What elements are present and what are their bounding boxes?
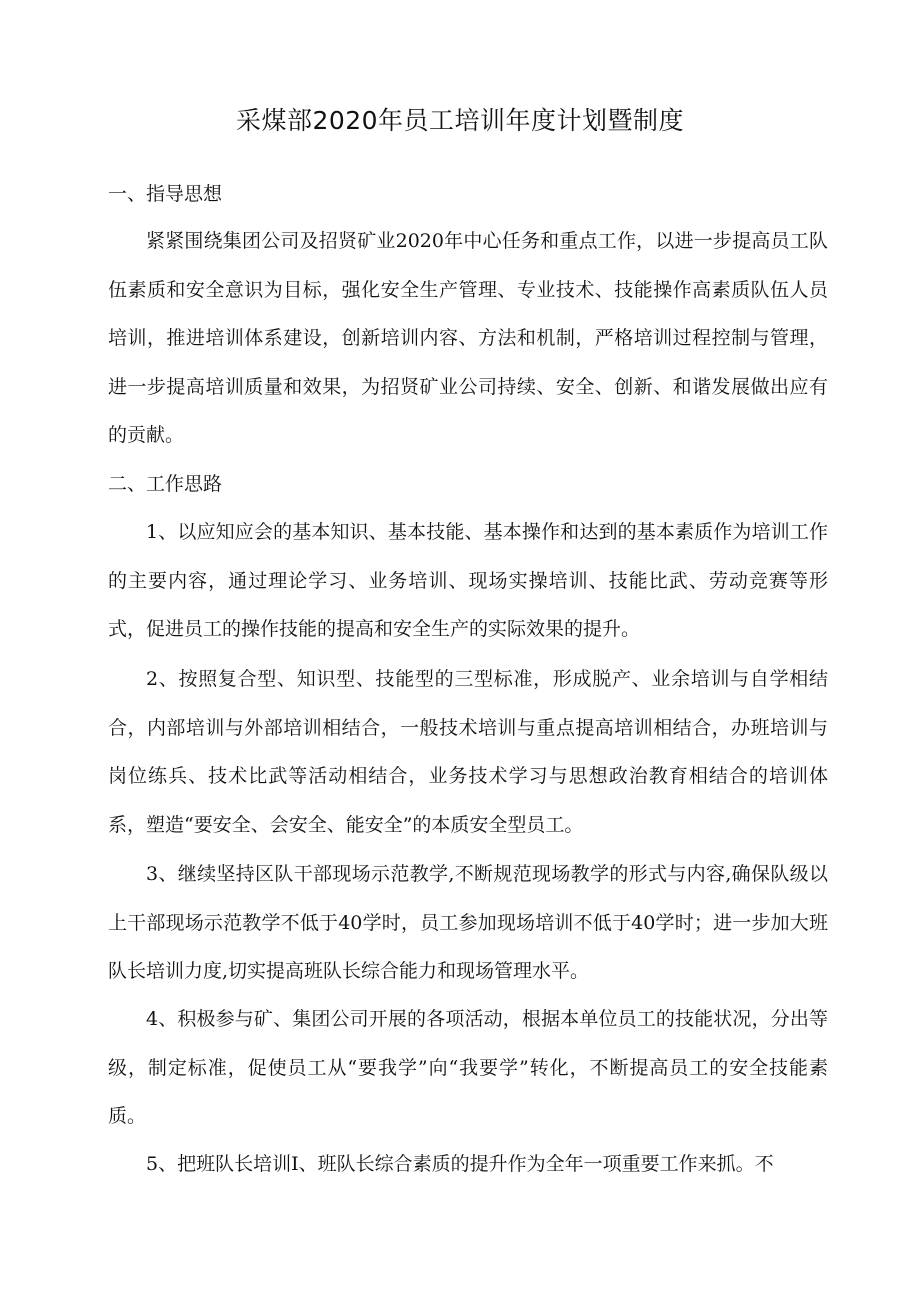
section-heading-work-approach: 二、工作思路 bbox=[108, 473, 223, 495]
paragraph-item-3: 3、继续坚持区队干部现场示范教学,不断规范现场教学的形式与内容,确保队级以上干部现场示范教学不低于40学时，员工参加现场培训不低于40学时；进一步加大班队长培训力度,切实提高班队长综合能力和现场管理水平。 bbox=[108, 863, 828, 982]
document-title: 采煤部2020年员工培训年度计划暨制度 bbox=[235, 106, 685, 135]
paragraph-item-1: 1、以应知应会的基本知识、基本技能、基本操作和达到的基本素质作为培训工作的主要内容，通过理论学习、业务培训、现场实操培训、技能比武、劳动竞赛等形式，促进员工的操作技能的提高和安全生产的实际效果的提升。 bbox=[108, 521, 828, 640]
paragraph-guiding-ideology: 紧紧围绕集团公司及招贤矿业2020年中心任务和重点工作，以进一步提高员工队伍素质和安全意识为目标，强化安全生产管理、专业技术、技能操作高素质队伍人员培训，推进培训体系建设，创新培训内容、方法和机制，严格培训过程控制与管理，进一步提高培训质量和效果，为招贤矿业公司持续、安全、创新、和谐发展做出应有的贡献。 bbox=[108, 230, 828, 446]
paragraph-item-5: 5、把班队长培训I、班队长综合素质的提升作为全年一项重要工作来抓。不 bbox=[146, 1153, 774, 1175]
section-heading-guiding-ideology: 一、指导思想 bbox=[108, 183, 223, 205]
paragraph-item-2: 2、按照复合型、知识型、技能型的三型标准，形成脱产、业余培训与自学相结合，内部培训与外部培训相结合，一般技术培训与重点提高培训相结合，办班培训与岗位练兵、技术比武等活动相结合，业务技术学习与思想政治教育相结合的培训体系，塑造“要安全、会安全、能安全”的本质安全型员工。 bbox=[108, 668, 828, 836]
paragraph-item-4: 4、积极参与矿、集团公司开展的各项活动，根据本单位员工的技能状况，分出等级，制定标准，促使员工从“要我学”向“我要学”转化，不断提高员工的安全技能素质。 bbox=[108, 1008, 828, 1127]
